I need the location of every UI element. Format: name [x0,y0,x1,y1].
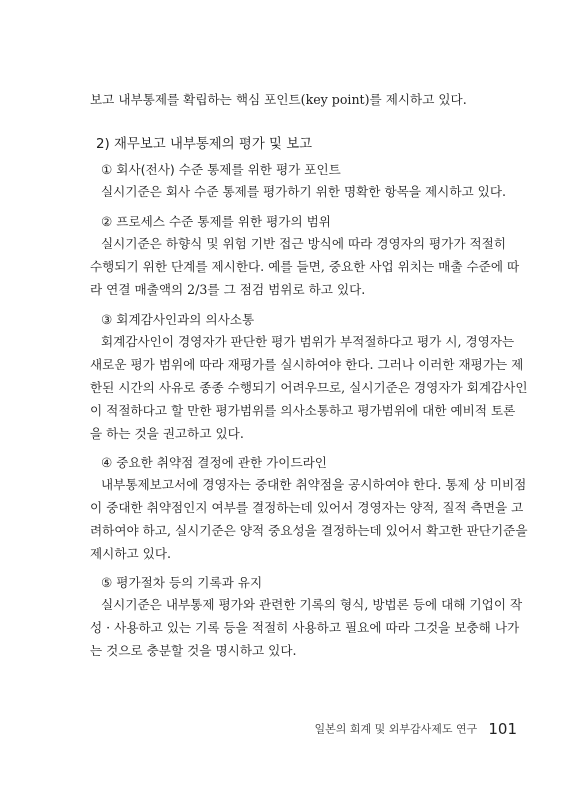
item-5-line-1: 실시기준은 내부통제 평가와 관련한 기록의 형식, 방법론 등에 대해 기업이 작 [101,597,523,612]
item-3-line-2: 새로운 평가 범위에 따라 재평가를 실시하여야 한다. 그러나 이러한 재평가는 제 [90,357,524,372]
item-3-line-1: 회계감사인이 경영자가 판단한 평가 범위가 부적절하다고 평가 시, 경영자는 [101,334,515,349]
item-5-title: ⑤ 평가절차 등의 기록과 유지 [101,575,263,590]
item-5-line-2: 성 · 사용하고 있는 기록 등을 적절히 사용하고 필요에 따라 그것을 보충해 나가 [90,620,520,635]
running-title: 일본의 회계 및 외부감사제도 연구 [314,722,478,736]
intro-line: 보고 내부통제를 확립하는 핵심 포인트(key point)를 제시하고 있다. [90,92,467,107]
item-5-line-3: 는 것으로 충분할 것을 명시하고 있다. [90,643,297,658]
section-heading: 2) 재무보고 내부통제의 평가 및 보고 [96,137,313,152]
item-4-line-2: 이 중대한 취약점인지 여부를 결정하는데 있어서 경영자는 양적, 질적 측면을 고 [90,500,524,515]
item-4-line-1: 내부통제보고서에 경영자는 중대한 취약점을 공시하여야 한다. 통제 상 미비점 [101,477,527,492]
item-2-line-1: 실시기준은 하향식 및 위험 기반 접근 방식에 따라 경영자의 평가가 적절히 [101,236,506,251]
item-2-line-3: 라 연결 매출액의 2/3를 그 점검 범위로 하고 있다. [90,282,366,297]
item-1-title: ① 회사(전사) 수준 통제를 위한 평가 포인트 [101,162,341,177]
item-1-line-1: 실시기준은 회사 수준 통제를 평가하기 위한 명확한 항목을 제시하고 있다. [101,184,506,199]
item-3-line-3: 한된 시간의 사유로 종종 수행되기 어려우므로, 실시기준은 경영자가 회계감사인 [90,380,528,395]
page-number: 101 [488,719,517,738]
page-footer [315,718,517,738]
item-4-title: ④ 중요한 취약점 결정에 관한 가이드라인 [101,455,327,470]
item-2-title: ② 프로세스 수준 통제를 위한 평가의 범위 [101,214,331,229]
item-3-line-4: 이 적절하다고 할 만한 평가범위를 의사소통하고 평가범위에 대한 예비적 토론 [90,403,516,418]
item-3-line-5: 을 하는 것을 권고하고 있다. [90,426,244,441]
item-2-line-2: 수행되기 위한 단계를 제시한다. 예를 들면, 중요한 사업 위치는 매출 수준에 따 [90,259,520,274]
item-4-line-4: 제시하고 있다. [90,546,171,561]
item-4-line-3: 려하여야 하고, 실시기준은 양적 중요성을 결정하는데 있어서 확고한 판단기준을 [90,523,528,538]
item-3-title: ③ 회계감사인과의 의사소통 [101,312,255,327]
